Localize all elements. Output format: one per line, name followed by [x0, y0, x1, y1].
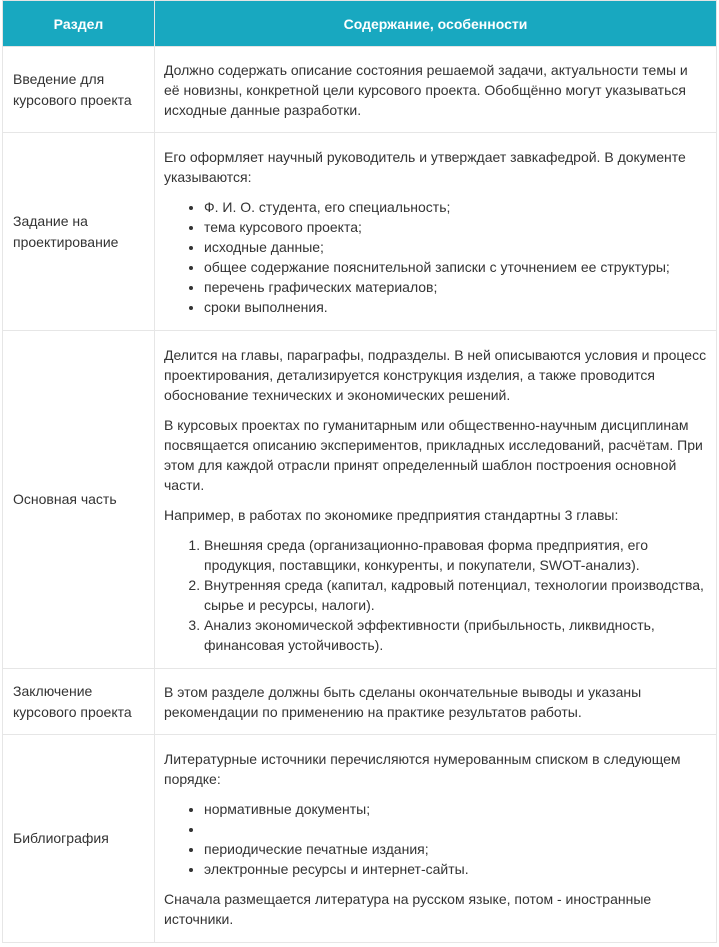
list-item: • тема курсового проекта;: [204, 217, 707, 237]
section-cell: Библиография: [3, 735, 155, 943]
content-cell: [155, 735, 717, 943]
list-item: 3. Анализ экономической эффективности (прибыльность, ликвидность, финансовая устойчивость).: [204, 615, 707, 655]
content-paragraph: В курсовых проектах по гуманитарным или общественно-научным дисциплинам посвящается описанию экспериментов, прикладных исследований, расчётам. При этом для каждой отрасли принят определенный шаблон построения основной части.: [164, 416, 703, 493]
list-item: • общее содержание пояснительной записки с уточнением ее структуры;: [204, 257, 707, 277]
list-item: [204, 819, 707, 839]
list-item: • перечень графических материалов;: [204, 277, 707, 297]
content-paragraph: Делится на главы, параграфы, подразделы. В ней описываются условия и процесс проектирования, детализируется конструкция изделия, а также проводится обоснование технических и экономических решений.: [164, 346, 707, 403]
content-paragraph: Должно содержать описание состояния решаемой задачи, актуальности темы и её новизны, конкретной цели курсового проекта. Обобщённо могут указываться исходные данные разработки.: [164, 61, 688, 118]
header-section: Раздел: [3, 1, 155, 47]
section-cell: Основная часть: [3, 331, 155, 669]
bullet-list: [164, 197, 707, 317]
header-content: Содержание, особенности: [155, 1, 717, 47]
list-item: • исходные данные;: [204, 237, 707, 257]
content-paragraph: В этом разделе должны быть сделаны окончательные выводы и указаны рекомендации по применению на практике результатов работы.: [164, 683, 642, 720]
section-cell: Задание на проектирование: [3, 133, 155, 331]
table-row: [3, 331, 717, 669]
table-row: [3, 669, 717, 735]
content-cell: [155, 47, 717, 133]
content-paragraph: Например, в работах по экономике предприятия стандартны 3 главы:: [164, 506, 619, 523]
table-row: [3, 735, 717, 943]
numbered-list: [164, 535, 707, 655]
content-paragraph: Литературные источники перечисляются нумерованным списком в следующем порядке:: [164, 750, 681, 787]
list-item: • периодические печатные издания;: [204, 839, 707, 859]
course-project-structure-table: [2, 0, 717, 943]
section-cell: Введение для курсового проекта: [3, 47, 155, 133]
list-item: • сроки выполнения.: [204, 297, 707, 317]
section-cell: Заключение курсового проекта: [3, 669, 155, 735]
content-cell: [155, 331, 717, 669]
list-item: 2. Внутренняя среда (капитал, кадровый потенциал, технологии производства, сырье и ресурсы, налоги).: [204, 575, 707, 615]
table-row: [3, 47, 717, 133]
list-item: 1. Внешняя среда (организационно-правовая форма предприятия, его продукция, поставщики, конкуренты, и покупатели, SWOT-анализ).: [204, 535, 707, 575]
content-cell: [155, 669, 717, 735]
list-item: • электронные ресурсы и интернет-сайты.: [204, 859, 707, 879]
bullet-list: [164, 799, 707, 879]
list-item: • нормативные документы;: [204, 799, 707, 819]
content-paragraph: Сначала размещается литература на русском языке, потом - иностранные источники.: [164, 890, 652, 927]
table-row: [3, 133, 717, 331]
content-paragraph: Его оформляет научный руководитель и утверждает завкафедрой. В документе указываются:: [164, 148, 686, 185]
table-header-row: [3, 1, 717, 47]
list-item: • Ф. И. О. студента, его специальность;: [204, 197, 707, 217]
content-cell: [155, 133, 717, 331]
